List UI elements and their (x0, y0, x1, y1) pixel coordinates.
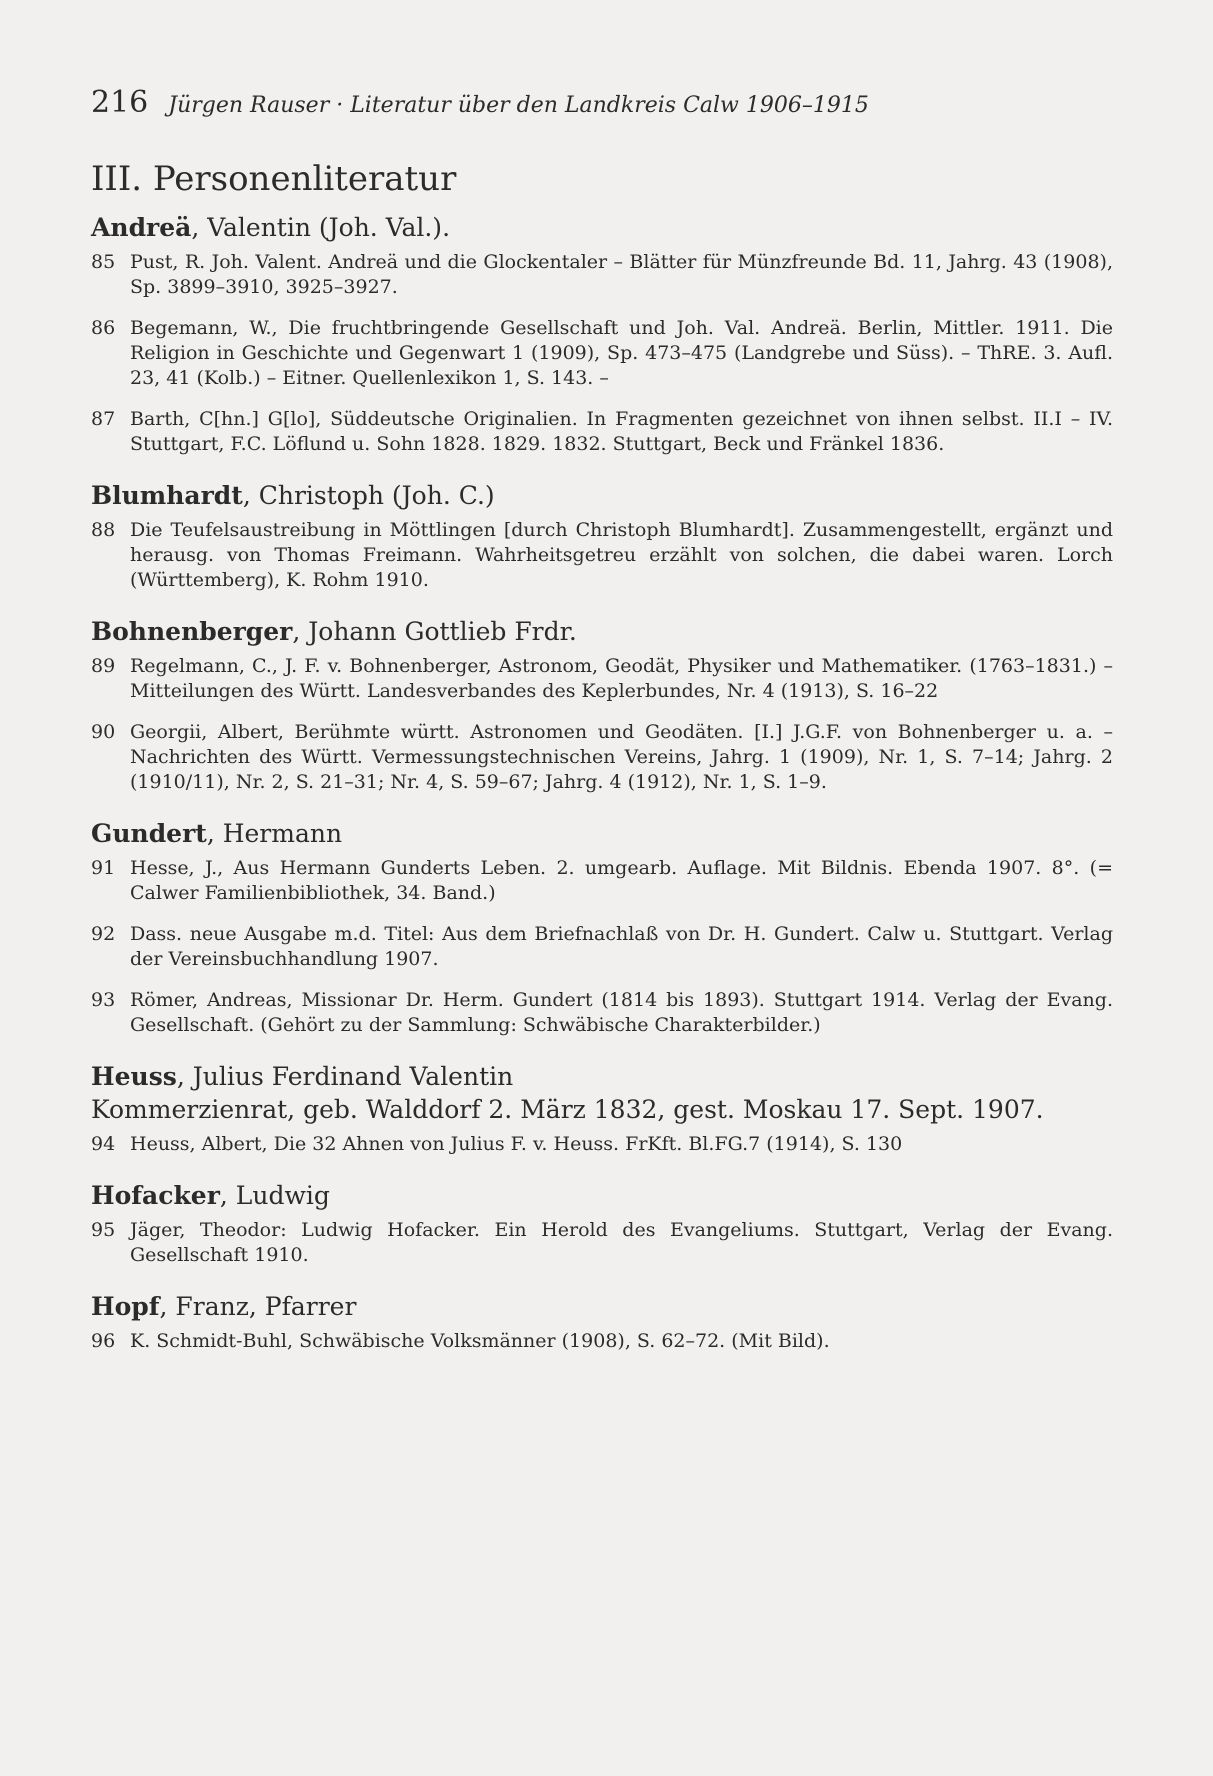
running-head-title: Jürgen Rauser · Literatur über den Landkreis Calw 1906–1915 (168, 93, 869, 118)
person-surname: Hopf (91, 1292, 160, 1321)
bibliography-entry (91, 922, 1113, 972)
person-entry-hofacker (91, 1179, 1113, 1268)
entry-number: 86 (91, 317, 116, 339)
person-entry-hopf (91, 1290, 1113, 1354)
bibliography-entry (91, 654, 1113, 704)
person-surname: Heuss (91, 1062, 177, 1091)
person-heading (91, 615, 1113, 648)
person-heading (91, 1290, 1113, 1323)
bibliography-entry (91, 720, 1113, 795)
person-heading (91, 817, 1113, 850)
person-entry-blumhardt (91, 479, 1113, 593)
person-entry-heuss (91, 1060, 1113, 1157)
entry-number: 87 (91, 408, 116, 430)
person-surname: Blumhardt (91, 481, 243, 510)
entry-text: Dass. neue Ausgabe m.d. Titel: Aus dem Briefnachlaß von Dr. H. Gundert. Calw u. Stuttgart. Verlag der Vereinsbuchhandlung 1907. (130, 923, 1113, 970)
entry-number: 85 (91, 251, 116, 273)
entry-text: Regelmann, C., J. F. v. Bohnenberger, Astronom, Geodät, Physiker und Mathematiker. (1763–1831.) – Mitteilungen des Württ. Landesverbandes des Keplerbundes, Nr. 4 (1913), S. 16–22 (130, 655, 1113, 702)
person-surname: Bohnenberger (91, 617, 293, 646)
entry-text: Heuss, Albert, Die 32 Ahnen von Julius F. v. Heuss. FrKft. Bl.FG.7 (1914), S. 130 (130, 1133, 903, 1155)
running-head (91, 86, 1113, 123)
bibliography-entry (91, 250, 1113, 300)
person-surname: Gundert (91, 819, 207, 848)
person-given-name: , Johann Gottlieb Frdr. (292, 617, 577, 646)
entry-text: K. Schmidt-Buhl, Schwäbische Volksmänner (1908), S. 62–72. (Mit Bild). (130, 1330, 830, 1352)
entry-text: Hesse, J., Aus Hermann Gunderts Leben. 2. umgearb. Auflage. Mit Bildnis. Ebenda 1907. 8°. (= Calwer Familienbibliothek, 34. Band.) (130, 857, 1113, 904)
entry-number: 91 (91, 857, 116, 879)
entry-text: Begemann, W., Die fruchtbringende Gesellschaft und Joh. Val. Andreä. Berlin, Mittler. 1911. Die Religion in Geschichte und Gegenwart 1 (1909), Sp. 473–475 (Landgrebe und Süss). – ThRE. 3. Aufl. 23, 41 (Kolb.) – Eitner. Quellenlexikon 1, S. 143. – (130, 317, 1113, 389)
entry-number: 94 (91, 1133, 116, 1155)
person-given-name: , Christoph (Joh. C.) (242, 481, 495, 510)
entry-number: 92 (91, 923, 116, 945)
entry-text: Jäger, Theodor: Ludwig Hofacker. Ein Herold des Evangeliums. Stuttgart, Verlag der Evang. Gesellschaft 1910. (130, 1219, 1113, 1266)
entry-text: Pust, R. Joh. Valent. Andreä und die Glockentaler – Blätter für Münzfreunde Bd. 11, Jahrg. 43 (1908), Sp. 3899–3910, 3925–3927. (130, 251, 1113, 298)
person-biographical-note: Kommerzienrat, geb. Walddorf 2. März 1832, gest. Moskau 17. Sept. 1907. (91, 1095, 1044, 1124)
bibliography-entry (91, 316, 1113, 391)
person-heading (91, 211, 1113, 244)
entry-text: Georgii, Albert, Berühmte württ. Astronomen und Geodäten. [I.] J.G.F. von Bohnenberger u. a. – Nachrichten des Württ. Vermessungstechnischen Vereins, Jahrg. 1 (1909), Nr. 1, S. 7–14; Jahrg. 2 (1910/11), Nr. 2, S. 21–31; Nr. 4, S. 59–67; Jahrg. 4 (1912), Nr. 1, S. 1–9. (130, 721, 1113, 793)
entry-number: 88 (91, 519, 116, 541)
person-given-name: , Franz, Pfarrer (159, 1292, 357, 1321)
book-page (91, 86, 1113, 1376)
bibliography-entry (91, 988, 1113, 1038)
person-entry-bohnenberger (91, 615, 1113, 795)
bibliography-entry (91, 518, 1113, 593)
entry-text: Barth, C[hn.] G[lo], Süddeutsche Originalien. In Fragmenten gezeichnet von ihnen selbst. II.I – IV. Stuttgart, F.C. Löflund u. Sohn 1828. 1829. 1832. Stuttgart, Beck und Fränkel 1836. (130, 408, 1113, 455)
entry-number: 90 (91, 721, 116, 743)
entry-text: Römer, Andreas, Missionar Dr. Herm. Gundert (1814 bis 1893). Stuttgart 1914. Verlag der Evang. Gesellschaft. (Gehört zu der Sammlung: Schwäbische Charakterbilder.) (130, 989, 1113, 1036)
person-heading (91, 479, 1113, 512)
bibliography-entry (91, 856, 1113, 906)
page-number: 216 (91, 85, 149, 120)
person-surname: Andreä (91, 213, 192, 242)
person-entry-andreae (91, 211, 1113, 457)
bibliography-entry (91, 1132, 1113, 1157)
person-entry-gundert (91, 817, 1113, 1038)
person-heading (91, 1179, 1113, 1212)
person-given-name: , Ludwig (219, 1181, 330, 1210)
section-title: III. Personenliteratur (91, 159, 457, 199)
entry-number: 93 (91, 989, 116, 1011)
entry-number: 96 (91, 1330, 116, 1352)
entry-text: Die Teufelsaustreibung in Möttlingen [durch Christoph Blumhardt]. Zusammengestellt, ergänzt und herausg. von Thomas Freimann. Wahrheitsgetreu erzählt von solchen, die dabei waren. Lorch (Württemberg), K. Rohm 1910. (130, 519, 1113, 591)
bibliography-entry (91, 1218, 1113, 1268)
person-heading (91, 1060, 1113, 1093)
bibliography-entry (91, 1329, 1113, 1354)
person-surname: Hofacker (91, 1181, 220, 1210)
entry-number: 95 (91, 1219, 116, 1241)
bibliography-entry (91, 407, 1113, 457)
person-given-name: , Hermann (206, 819, 343, 848)
entry-number: 89 (91, 655, 116, 677)
person-given-name: , Julius Ferdinand Valentin (176, 1062, 514, 1091)
person-given-name: , Valentin (Joh. Val.). (191, 213, 451, 242)
